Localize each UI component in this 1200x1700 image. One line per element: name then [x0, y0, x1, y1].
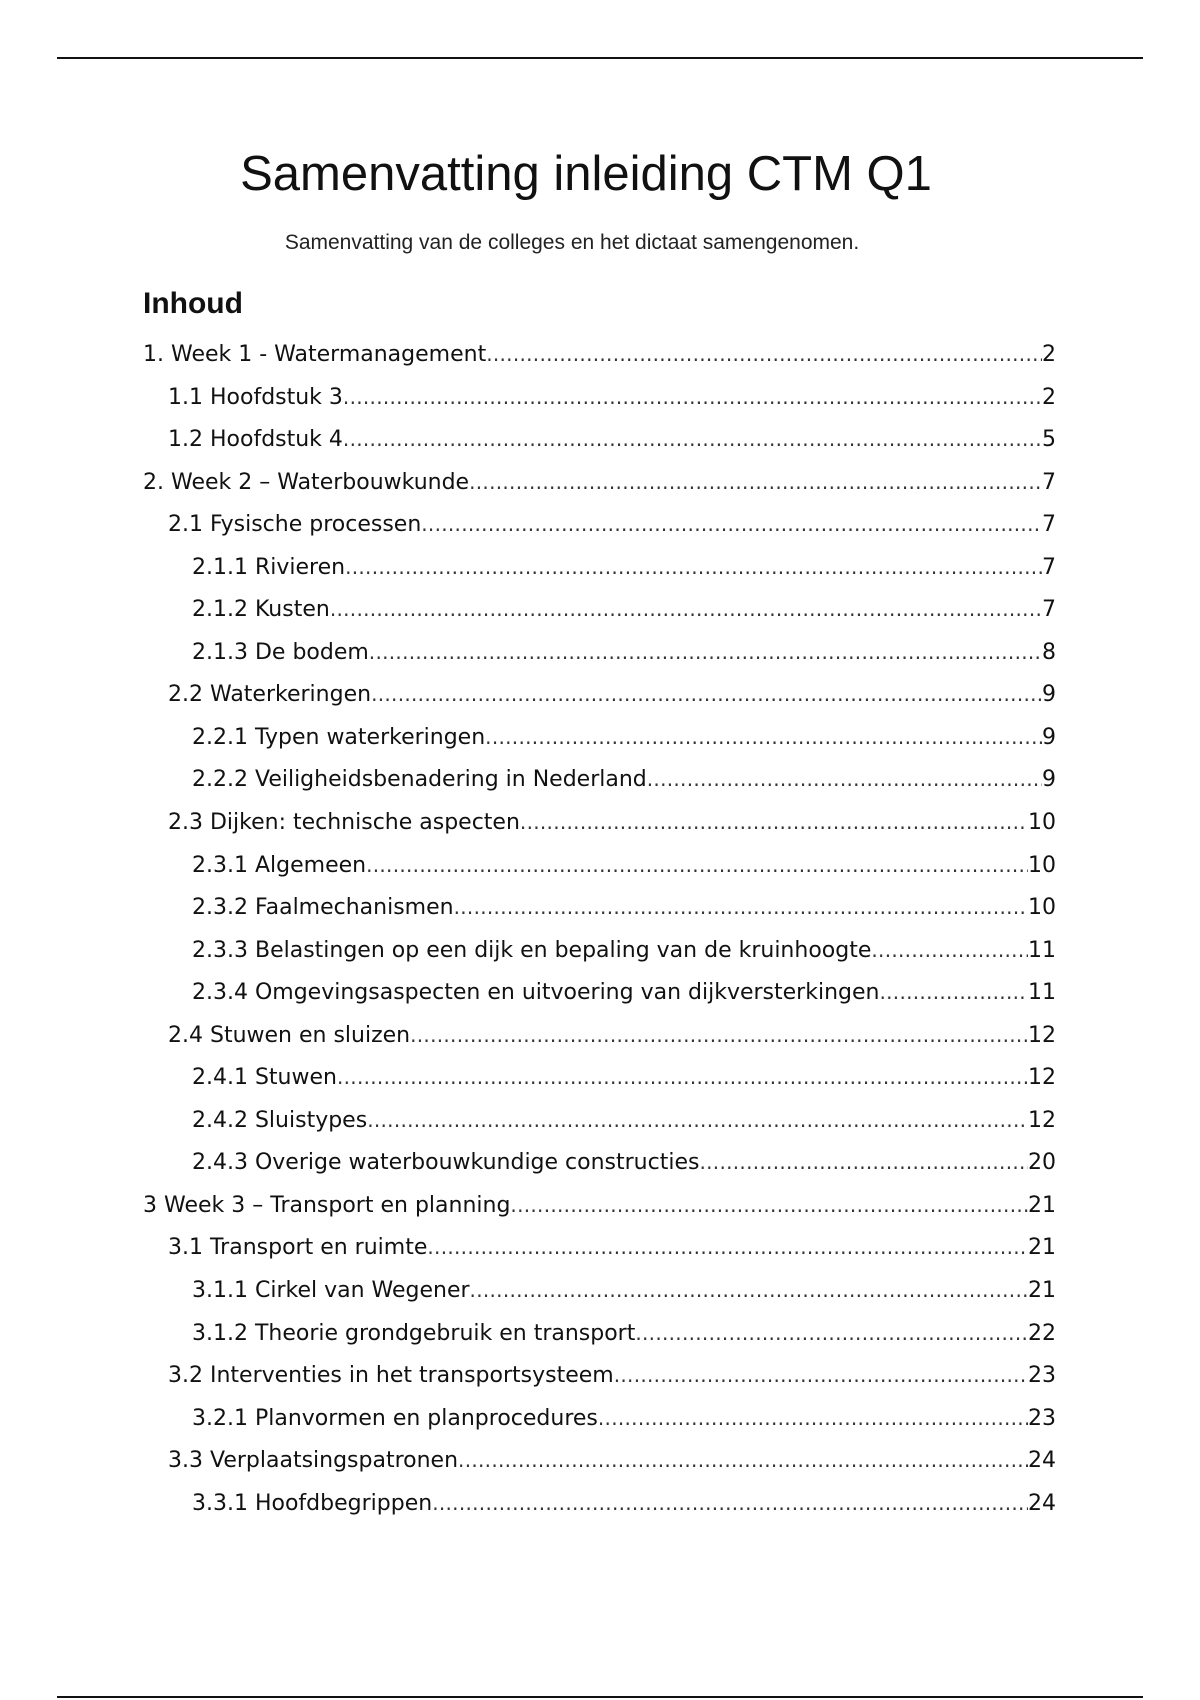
toc-entry[interactable] — [143, 1482, 1056, 1525]
toc-entry-page-number: 9 — [1042, 767, 1056, 793]
toc-entry-page-number: 21 — [1028, 1192, 1056, 1218]
toc-entry[interactable] — [143, 333, 1056, 376]
toc-entry-label: 3.3.1 Hoofdbegrippen — [192, 1490, 433, 1516]
toc-entry-label: 2.3.1 Algemeen — [192, 852, 367, 878]
toc-dot-leader — [520, 801, 1028, 843]
toc-entry-page-number: 11 — [1028, 980, 1056, 1006]
toc-dot-leader — [458, 1439, 1028, 1481]
toc-entry[interactable] — [143, 418, 1056, 461]
toc-entry[interactable] — [143, 1354, 1056, 1397]
toc-entry[interactable] — [143, 503, 1056, 546]
toc-entry-page-number: 21 — [1028, 1235, 1056, 1261]
toc-entry-label: 2.1 Fysische processen — [168, 512, 422, 538]
toc-entry-label: 2. Week 2 – Waterbouwkunde — [143, 469, 470, 495]
toc-entry-page-number: 10 — [1028, 895, 1056, 921]
toc-entry-label: 1.2 Hoofdstuk 4 — [168, 427, 343, 453]
toc-dot-leader — [337, 1056, 1028, 1098]
toc-entry[interactable] — [143, 631, 1056, 674]
toc-entry-page-number: 7 — [1042, 512, 1056, 538]
toc-entry-label: 2.3 Dijken: technische aspecten — [168, 810, 520, 836]
toc-entry-page-number: 7 — [1042, 469, 1056, 495]
toc-entry[interactable] — [143, 1397, 1056, 1440]
toc-entry-label: 2.3.3 Belastingen op een dijk en bepaling van de kruinhoogte — [192, 937, 872, 963]
toc-entry[interactable] — [143, 1312, 1056, 1355]
toc-entry-page-number: 23 — [1028, 1405, 1056, 1431]
toc-entry-label: 2.4.1 Stuwen — [192, 1065, 337, 1091]
toc-entry-page-number: 21 — [1028, 1278, 1056, 1304]
toc-entry[interactable] — [143, 461, 1056, 504]
toc-entry[interactable] — [143, 1439, 1056, 1482]
toc-entry[interactable] — [143, 844, 1056, 887]
toc-entry-label: 2.4 Stuwen en sluizen — [168, 1022, 411, 1048]
toc-entry-page-number: 12 — [1028, 1022, 1056, 1048]
toc-entry[interactable] — [143, 801, 1056, 844]
toc-entry-page-number: 10 — [1028, 810, 1056, 836]
toc-entry-page-number: 9 — [1042, 724, 1056, 750]
toc-entry[interactable] — [143, 716, 1056, 759]
toc-entry-label: 3.1.2 Theorie grondgebruik en transport — [192, 1320, 636, 1346]
toc-dot-leader — [343, 418, 1042, 460]
toc-entry-label: 1. Week 1 - Watermanagement — [143, 342, 487, 367]
toc-entry[interactable] — [143, 1099, 1056, 1142]
toc-entry-label: 2.4.2 Sluistypes — [192, 1107, 368, 1133]
toc-dot-leader — [330, 588, 1042, 630]
toc-entry-label: 2.2.2 Veiligheidsbenadering in Nederland — [192, 767, 647, 793]
toc-heading: Inhoud — [143, 287, 243, 320]
toc-entry-label: 3.1.1 Cirkel van Wegener — [192, 1278, 470, 1304]
toc-dot-leader — [454, 886, 1028, 928]
toc-entry-label: 2.1.1 Rivieren — [192, 554, 346, 580]
toc-entry-label: 2.2 Waterkeringen — [168, 682, 372, 708]
toc-entry-label: 2.1.2 Kusten — [192, 597, 330, 623]
toc-dot-leader — [410, 1014, 1028, 1056]
toc-dot-leader — [469, 461, 1042, 503]
toc-dot-leader — [598, 1397, 1028, 1439]
table-of-contents — [143, 333, 1056, 1524]
toc-entry-page-number: 8 — [1042, 639, 1056, 665]
toc-entry[interactable] — [143, 929, 1056, 972]
toc-entry[interactable] — [143, 546, 1056, 589]
toc-dot-leader — [510, 1184, 1028, 1226]
toc-entry-page-number: 12 — [1028, 1107, 1056, 1133]
toc-dot-leader — [369, 631, 1042, 673]
toc-entry[interactable] — [143, 1056, 1056, 1099]
toc-entry-label: 1.1 Hoofdstuk 3 — [168, 384, 343, 410]
toc-entry-label: 3.1 Transport en ruimte — [168, 1235, 428, 1261]
toc-dot-leader — [470, 1269, 1028, 1311]
toc-dot-leader — [635, 1312, 1028, 1354]
toc-entry-page-number: 12 — [1028, 1065, 1056, 1091]
document-subtitle: Samenvatting van de colleges en het dictaat samengenomen. — [284, 231, 860, 254]
toc-dot-leader — [371, 673, 1042, 715]
toc-entry-label: 2.1.3 De bodem — [192, 639, 369, 665]
toc-entry-label: 3.2.1 Planvormen en planprocedures — [192, 1405, 598, 1431]
toc-entry[interactable] — [143, 1141, 1056, 1184]
toc-entry-page-number: 22 — [1028, 1320, 1056, 1346]
toc-dot-leader — [432, 1482, 1028, 1524]
header-rule — [57, 57, 1143, 59]
toc-entry[interactable] — [143, 1184, 1056, 1227]
toc-entry-page-number: 20 — [1028, 1150, 1056, 1176]
toc-entry-page-number: 24 — [1028, 1448, 1056, 1474]
toc-dot-leader — [345, 546, 1042, 588]
toc-entry[interactable] — [143, 758, 1056, 801]
toc-entry[interactable] — [143, 673, 1056, 716]
toc-dot-leader — [485, 716, 1042, 758]
toc-dot-leader — [879, 971, 1028, 1013]
toc-entry[interactable] — [143, 1014, 1056, 1057]
toc-entry[interactable] — [143, 376, 1056, 419]
toc-entry[interactable] — [143, 1226, 1056, 1269]
toc-entry-page-number: 5 — [1042, 427, 1056, 453]
toc-entry-label: 3.2 Interventies in het transportsysteem — [168, 1363, 614, 1389]
toc-entry[interactable] — [143, 886, 1056, 929]
toc-entry-page-number: 10 — [1028, 852, 1056, 878]
toc-dot-leader — [647, 758, 1042, 800]
toc-dot-leader — [871, 929, 1028, 971]
toc-dot-leader — [367, 1099, 1028, 1141]
document-title: Samenvatting inleiding CTM Q1 — [240, 147, 932, 201]
toc-entry-page-number: 9 — [1042, 682, 1056, 708]
toc-dot-leader — [421, 503, 1042, 545]
toc-dot-leader — [699, 1141, 1028, 1183]
toc-entry-label: 2.2.1 Typen waterkeringen — [192, 724, 486, 750]
toc-dot-leader — [366, 844, 1028, 886]
toc-entry[interactable] — [143, 588, 1056, 631]
toc-entry-page-number: 23 — [1028, 1363, 1056, 1389]
toc-entry[interactable] — [143, 971, 1056, 1014]
toc-entry-page-number: 7 — [1042, 554, 1056, 580]
toc-entry-page-number: 2 — [1042, 342, 1056, 367]
toc-entry-label: 2.4.3 Overige waterbouwkundige constructies — [192, 1150, 700, 1176]
toc-entry-page-number: 7 — [1042, 597, 1056, 623]
toc-entry[interactable] — [143, 1269, 1056, 1312]
toc-entry-page-number: 11 — [1028, 937, 1056, 963]
toc-entry-label: 3 Week 3 – Transport en planning — [143, 1192, 511, 1218]
toc-dot-leader — [614, 1354, 1028, 1396]
toc-dot-leader — [343, 376, 1042, 418]
toc-dot-leader — [427, 1226, 1028, 1268]
toc-dot-leader — [486, 333, 1042, 375]
toc-entry-page-number: 24 — [1028, 1490, 1056, 1516]
toc-entry-label: 2.3.2 Faalmechanismen — [192, 895, 454, 921]
toc-entry-label: 3.3 Verplaatsingspatronen — [168, 1448, 459, 1474]
toc-entry-page-number: 2 — [1042, 384, 1056, 410]
toc-entry-label: 2.3.4 Omgevingsaspecten en uitvoering van dijkversterkingen — [192, 980, 880, 1006]
footer-rule — [57, 1696, 1143, 1698]
